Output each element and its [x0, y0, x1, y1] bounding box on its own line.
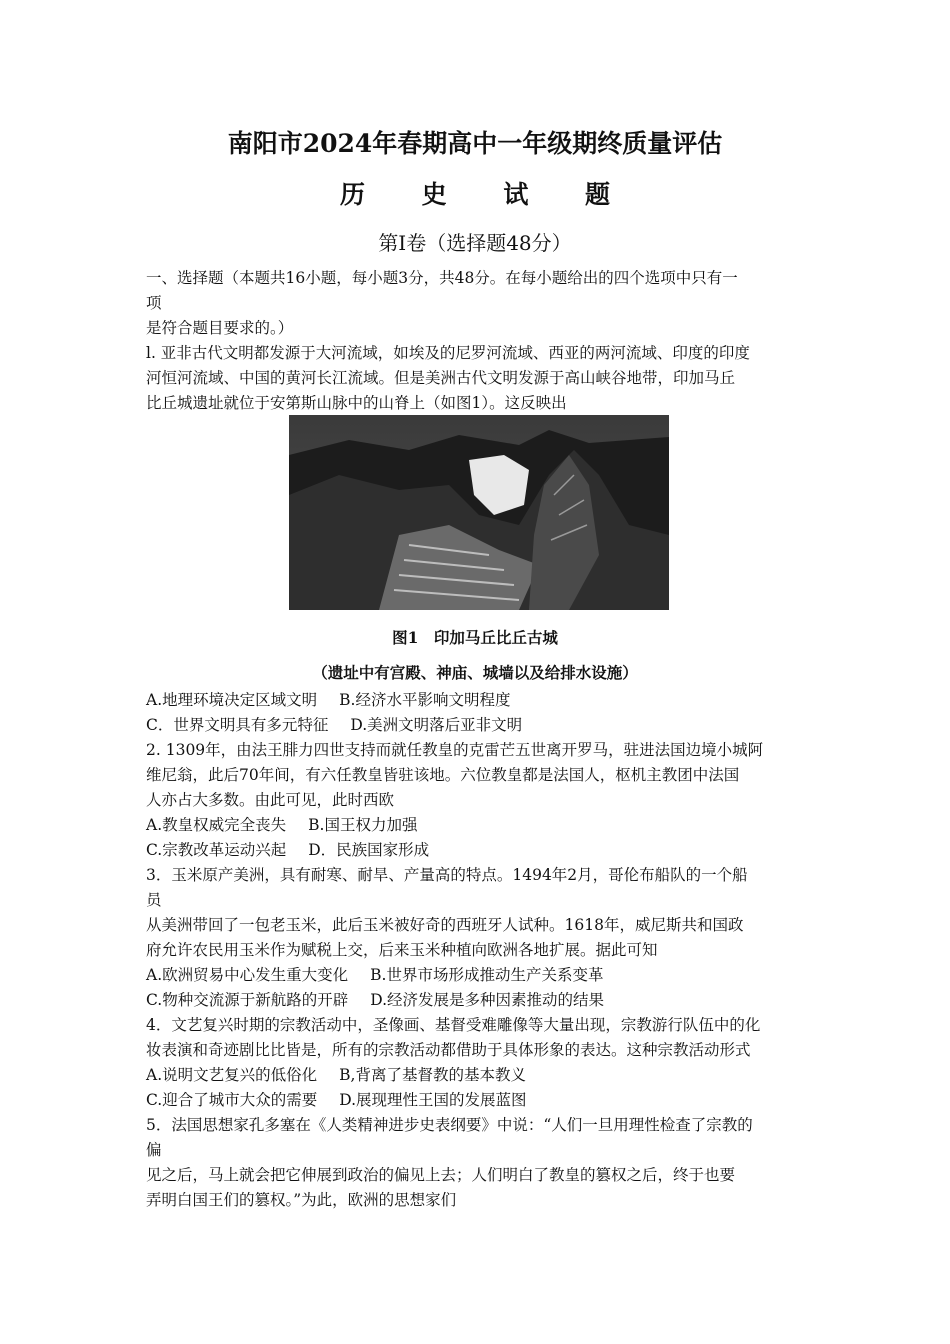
question-1-text: l. 亚非古代文明都发源于大河流域，如埃及的尼罗河流域、西亚的两河流域、印度的印度: [146, 344, 750, 362]
instructions-line: 项: [146, 294, 162, 312]
option-b[interactable]: B,背离了基督教的基本教义: [339, 1066, 526, 1084]
option-c[interactable]: C．世界文明具有多元特征: [146, 716, 329, 734]
question-3-text: 3．玉米原产美洲，具有耐寒、耐旱、产量高的特点。1494年2月，哥伦布船队的一个船: [146, 866, 748, 884]
option-b[interactable]: B.世界市场形成推动生产关系变革: [370, 966, 604, 984]
question-2-options: [146, 840, 429, 860]
option-c[interactable]: C.物种交流源于新航路的开辟: [146, 991, 349, 1009]
option-a[interactable]: A.说明文艺复兴的低俗化: [146, 1066, 318, 1084]
instructions-line: 是符合题目要求的。）: [146, 319, 294, 337]
question-1-text: 河恒河流域、中国的黄河长江流域。但是美洲古代文明发源于高山峡谷地带，印加马丘: [146, 369, 736, 387]
question-4-options: [146, 1090, 527, 1110]
question-3-text: 从美洲带回了一包老玉米，此后玉米被好奇的西班牙人试种。1618年，威尼斯共和国政: [146, 916, 744, 934]
figure-note: （遗址中有宫殿、神庙、城墙以及给排水设施）: [312, 663, 638, 682]
question-1-text: 比丘城遗址就位于安第斯山脉中的山脊上（如图1）。这反映出: [146, 394, 567, 412]
question-1-options: [146, 715, 522, 735]
machu-picchu-photo: [289, 415, 669, 610]
question-4-options: [146, 1065, 526, 1085]
question-2-text: 人亦占大多数。由此可见，此时西欧: [146, 791, 395, 809]
option-d[interactable]: D.展现理性王国的发展蓝图: [339, 1091, 527, 1109]
question-5-text: 弄明白国王们的篡权。”为此，欧洲的思想家们: [146, 1191, 457, 1209]
figure-caption: 图1 印加马丘比丘古城: [392, 628, 558, 647]
option-b[interactable]: B.经济水平影响文明程度: [339, 691, 511, 709]
question-3-text: 员: [146, 891, 162, 909]
option-d[interactable]: D.美洲文明落后亚非文明: [350, 716, 523, 734]
option-a[interactable]: A.欧洲贸易中心发生重大变化: [146, 966, 349, 984]
question-3-options: [146, 965, 603, 985]
option-d[interactable]: D．民族国家形成: [308, 841, 430, 859]
question-2-text: 2. 1309年，由法王腓力四世支持而就任教皇的克雷芒五世离开罗马，驻进法国边境小城阿: [146, 741, 764, 759]
mountain-illustration: [289, 415, 669, 610]
question-2-text: 维尼翁，此后70年间，有六任教皇皆驻该地。六位教皇都是法国人，枢机主教团中法国: [146, 766, 740, 784]
question-3-text: 府允许农民用玉米作为赋税上交，后来玉米种植向欧洲各地扩展。据此可知: [146, 941, 658, 959]
option-a[interactable]: A.地理环境决定区域文明: [146, 691, 318, 709]
option-b[interactable]: B.国王权力加强: [308, 816, 418, 834]
question-2-options: [146, 815, 417, 835]
option-a[interactable]: A.教皇权威完全丧失: [146, 816, 287, 834]
instructions-line: 一、选择题（本题共16小题，每小题3分，共48分。在每小题给出的四个选项中只有一: [146, 269, 738, 287]
question-4-text: 4．文艺复兴时期的宗教活动中，圣像画、基督受难雕像等大量出现，宗教游行队伍中的化: [146, 1016, 761, 1034]
question-5-text: 5．法国思想家孔多塞在《人类精神进步史表纲要》中说：“人们一旦用理性检查了宗教的: [146, 1116, 753, 1134]
question-4-text: 妆表演和奇迹剧比比皆是，所有的宗教活动都借助于具体形象的表达。这种宗教活动形式: [146, 1041, 751, 1059]
exam-title: 南阳市2024年春期高中一年级期终质量评估: [227, 129, 723, 158]
question-5-text: 见之后，马上就会把它伸展到政治的偏见上去；人们明白了教皇的篡权之后，终于也要: [146, 1166, 736, 1184]
question-5-text: 偏: [146, 1141, 162, 1159]
question-1-options: [146, 690, 510, 710]
subject-title: 历 史 试 题: [339, 180, 635, 209]
option-d[interactable]: D.经济发展是多种因素推动的结果: [370, 991, 605, 1009]
question-3-options: [146, 990, 604, 1010]
option-c[interactable]: C.迎合了城市大众的需要: [146, 1091, 318, 1109]
part-title: 第I卷（选择题48分）: [378, 231, 572, 255]
option-c[interactable]: C.宗教改革运动兴起: [146, 841, 287, 859]
